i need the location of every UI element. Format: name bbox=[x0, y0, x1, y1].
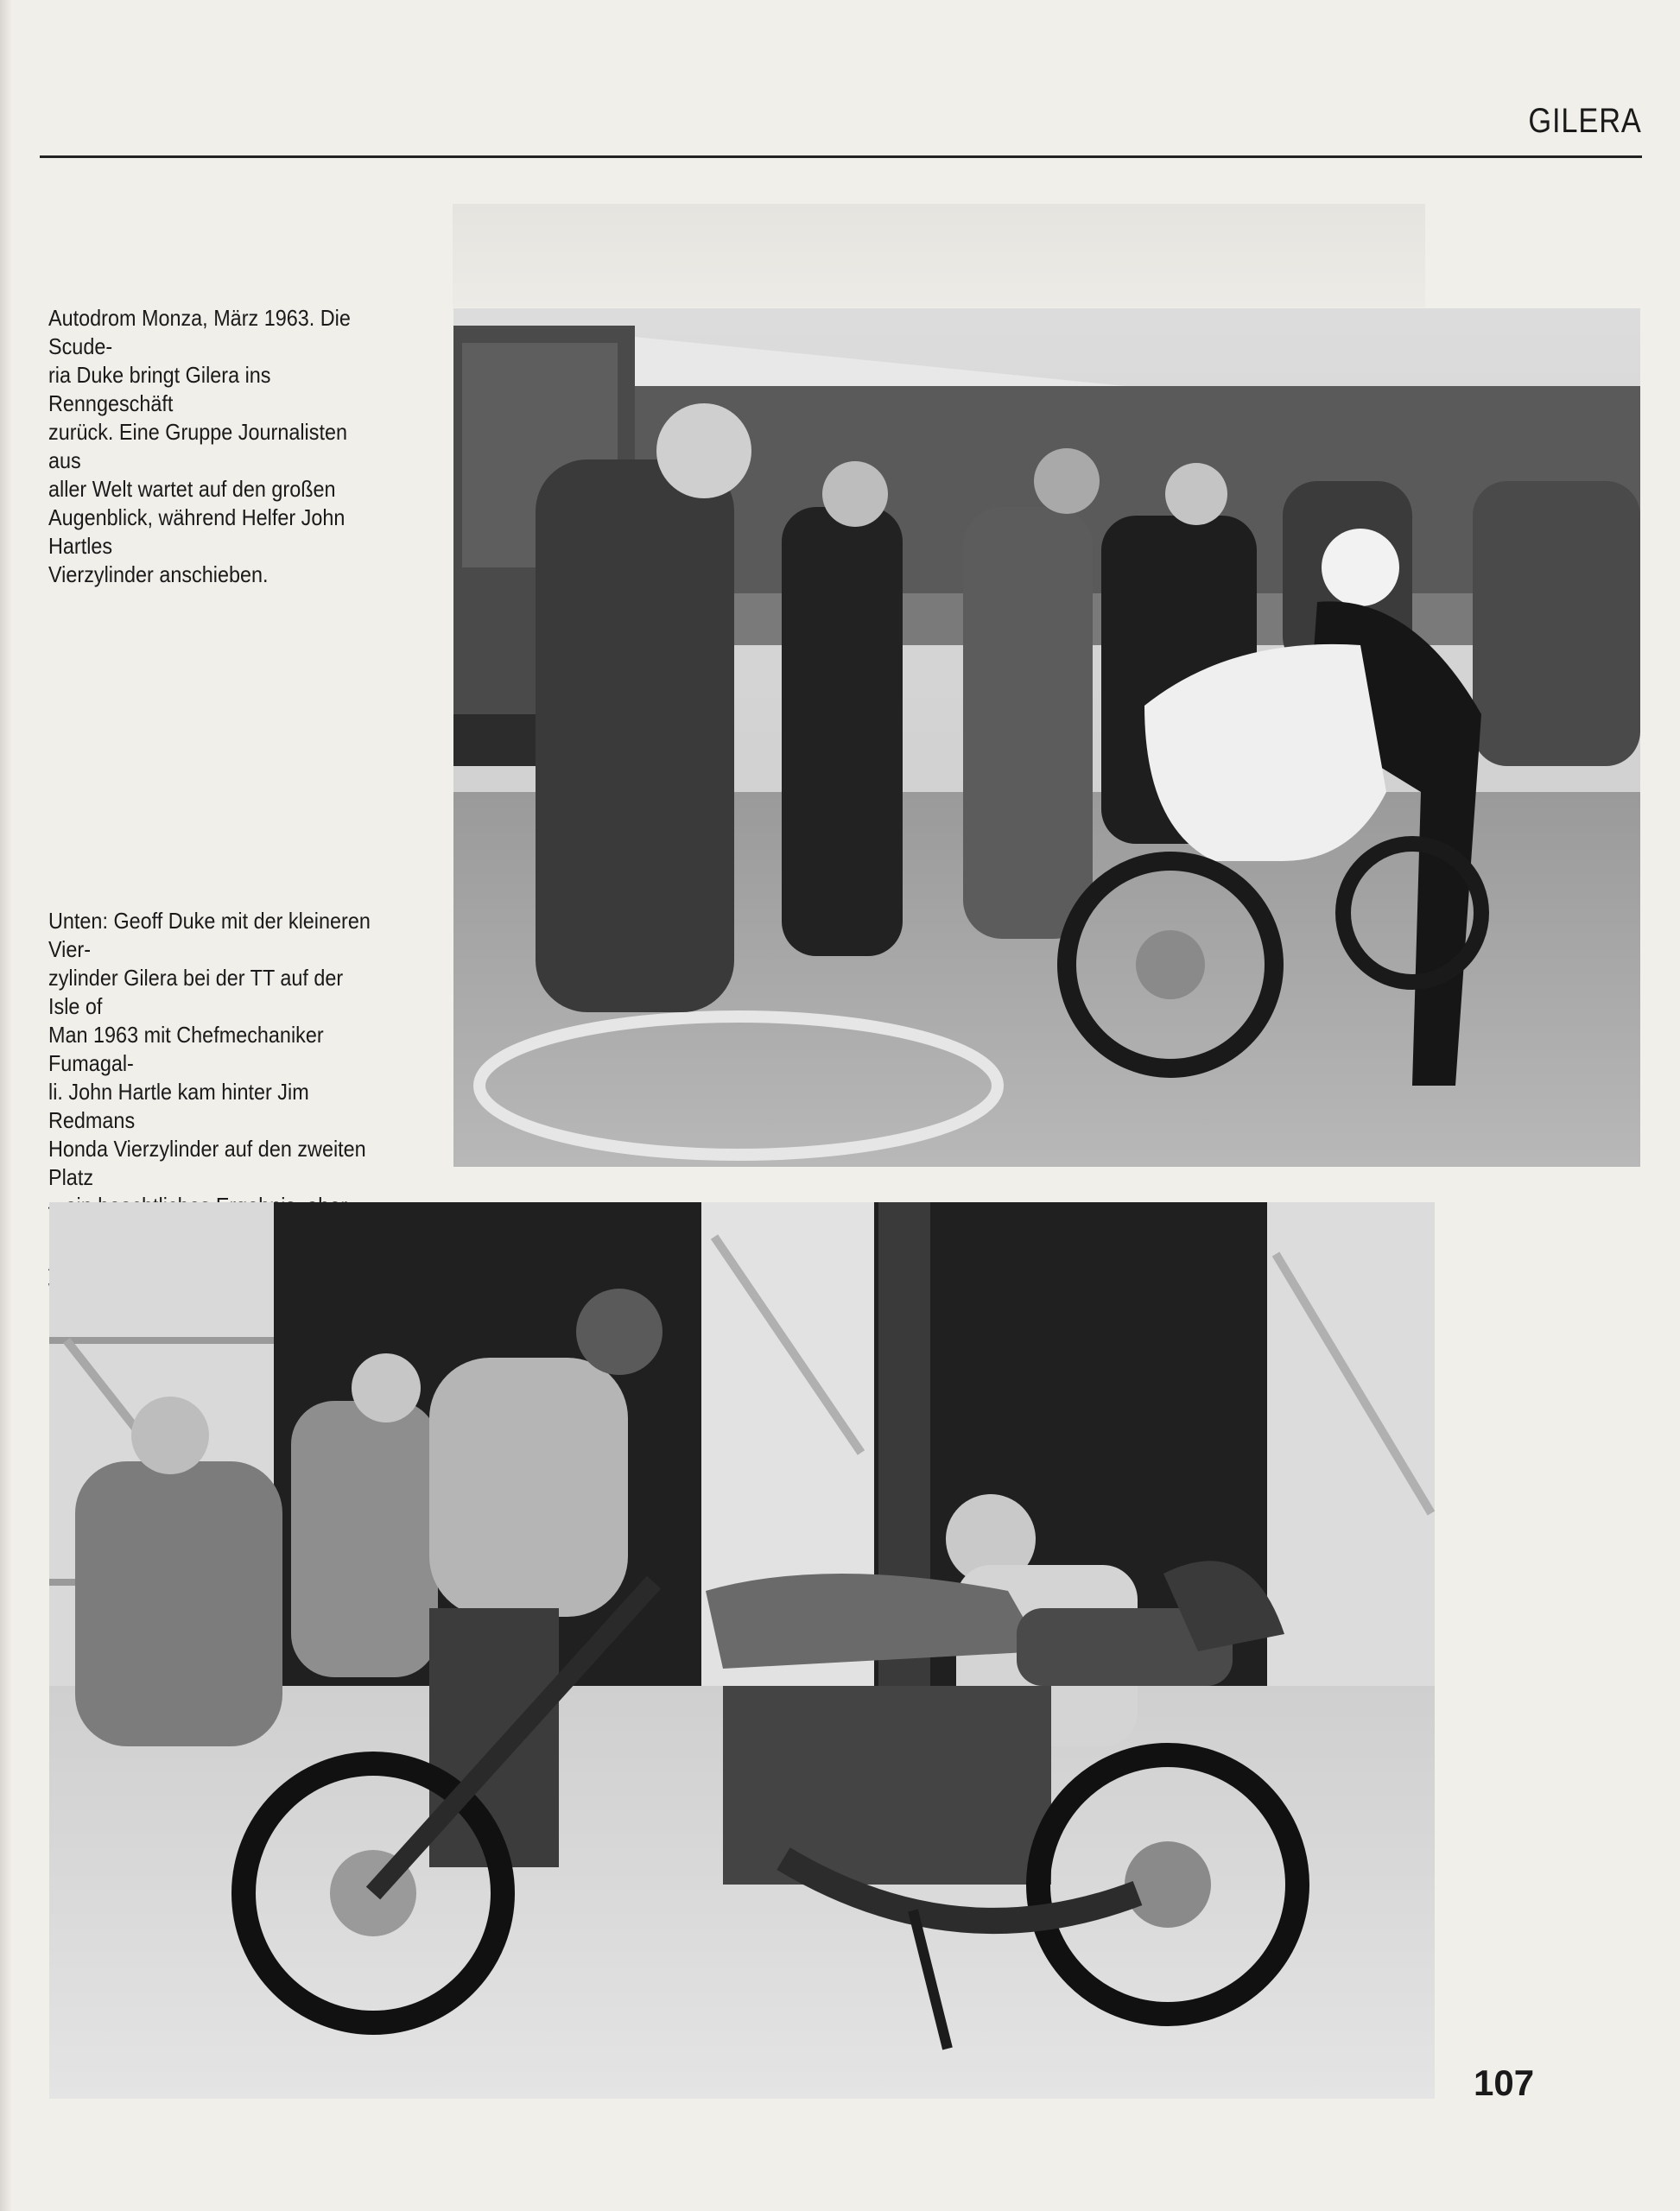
show-through-panel bbox=[453, 204, 1425, 307]
caption-bottom: Unten: Geoff Duke mit der kleineren Vier- zylinder Gilera bei der TT auf der Isle of Man 1963 mit Chefmechaniker Fumagal- li. John Hartle kam hinter Jim Redmans Honda Vierzylinder auf den zweiten Platz bbox=[48, 908, 371, 1190]
photo-isle-of-man-workshop-image bbox=[49, 1202, 1435, 2099]
caption-top: Autodrom Monza, März 1963. Die Scude- ria Duke bringt Gilera ins Renngeschäft zurück. Eine Gruppe Journalisten aus aller Welt wartet auf den großen Augenblick, während Helfer John Hartles Vierzylinder anschieben. bbox=[48, 305, 351, 587]
photo-isle-of-man-workshop bbox=[49, 1202, 1435, 2099]
photo-monza-paddock-image bbox=[453, 308, 1640, 1167]
photo-monza-paddock bbox=[453, 308, 1640, 1167]
page-edge-shadow bbox=[0, 0, 12, 2211]
running-header: GILERA bbox=[1528, 102, 1642, 140]
page-number: 107 bbox=[1474, 2062, 1535, 2103]
header-rule bbox=[40, 155, 1642, 158]
